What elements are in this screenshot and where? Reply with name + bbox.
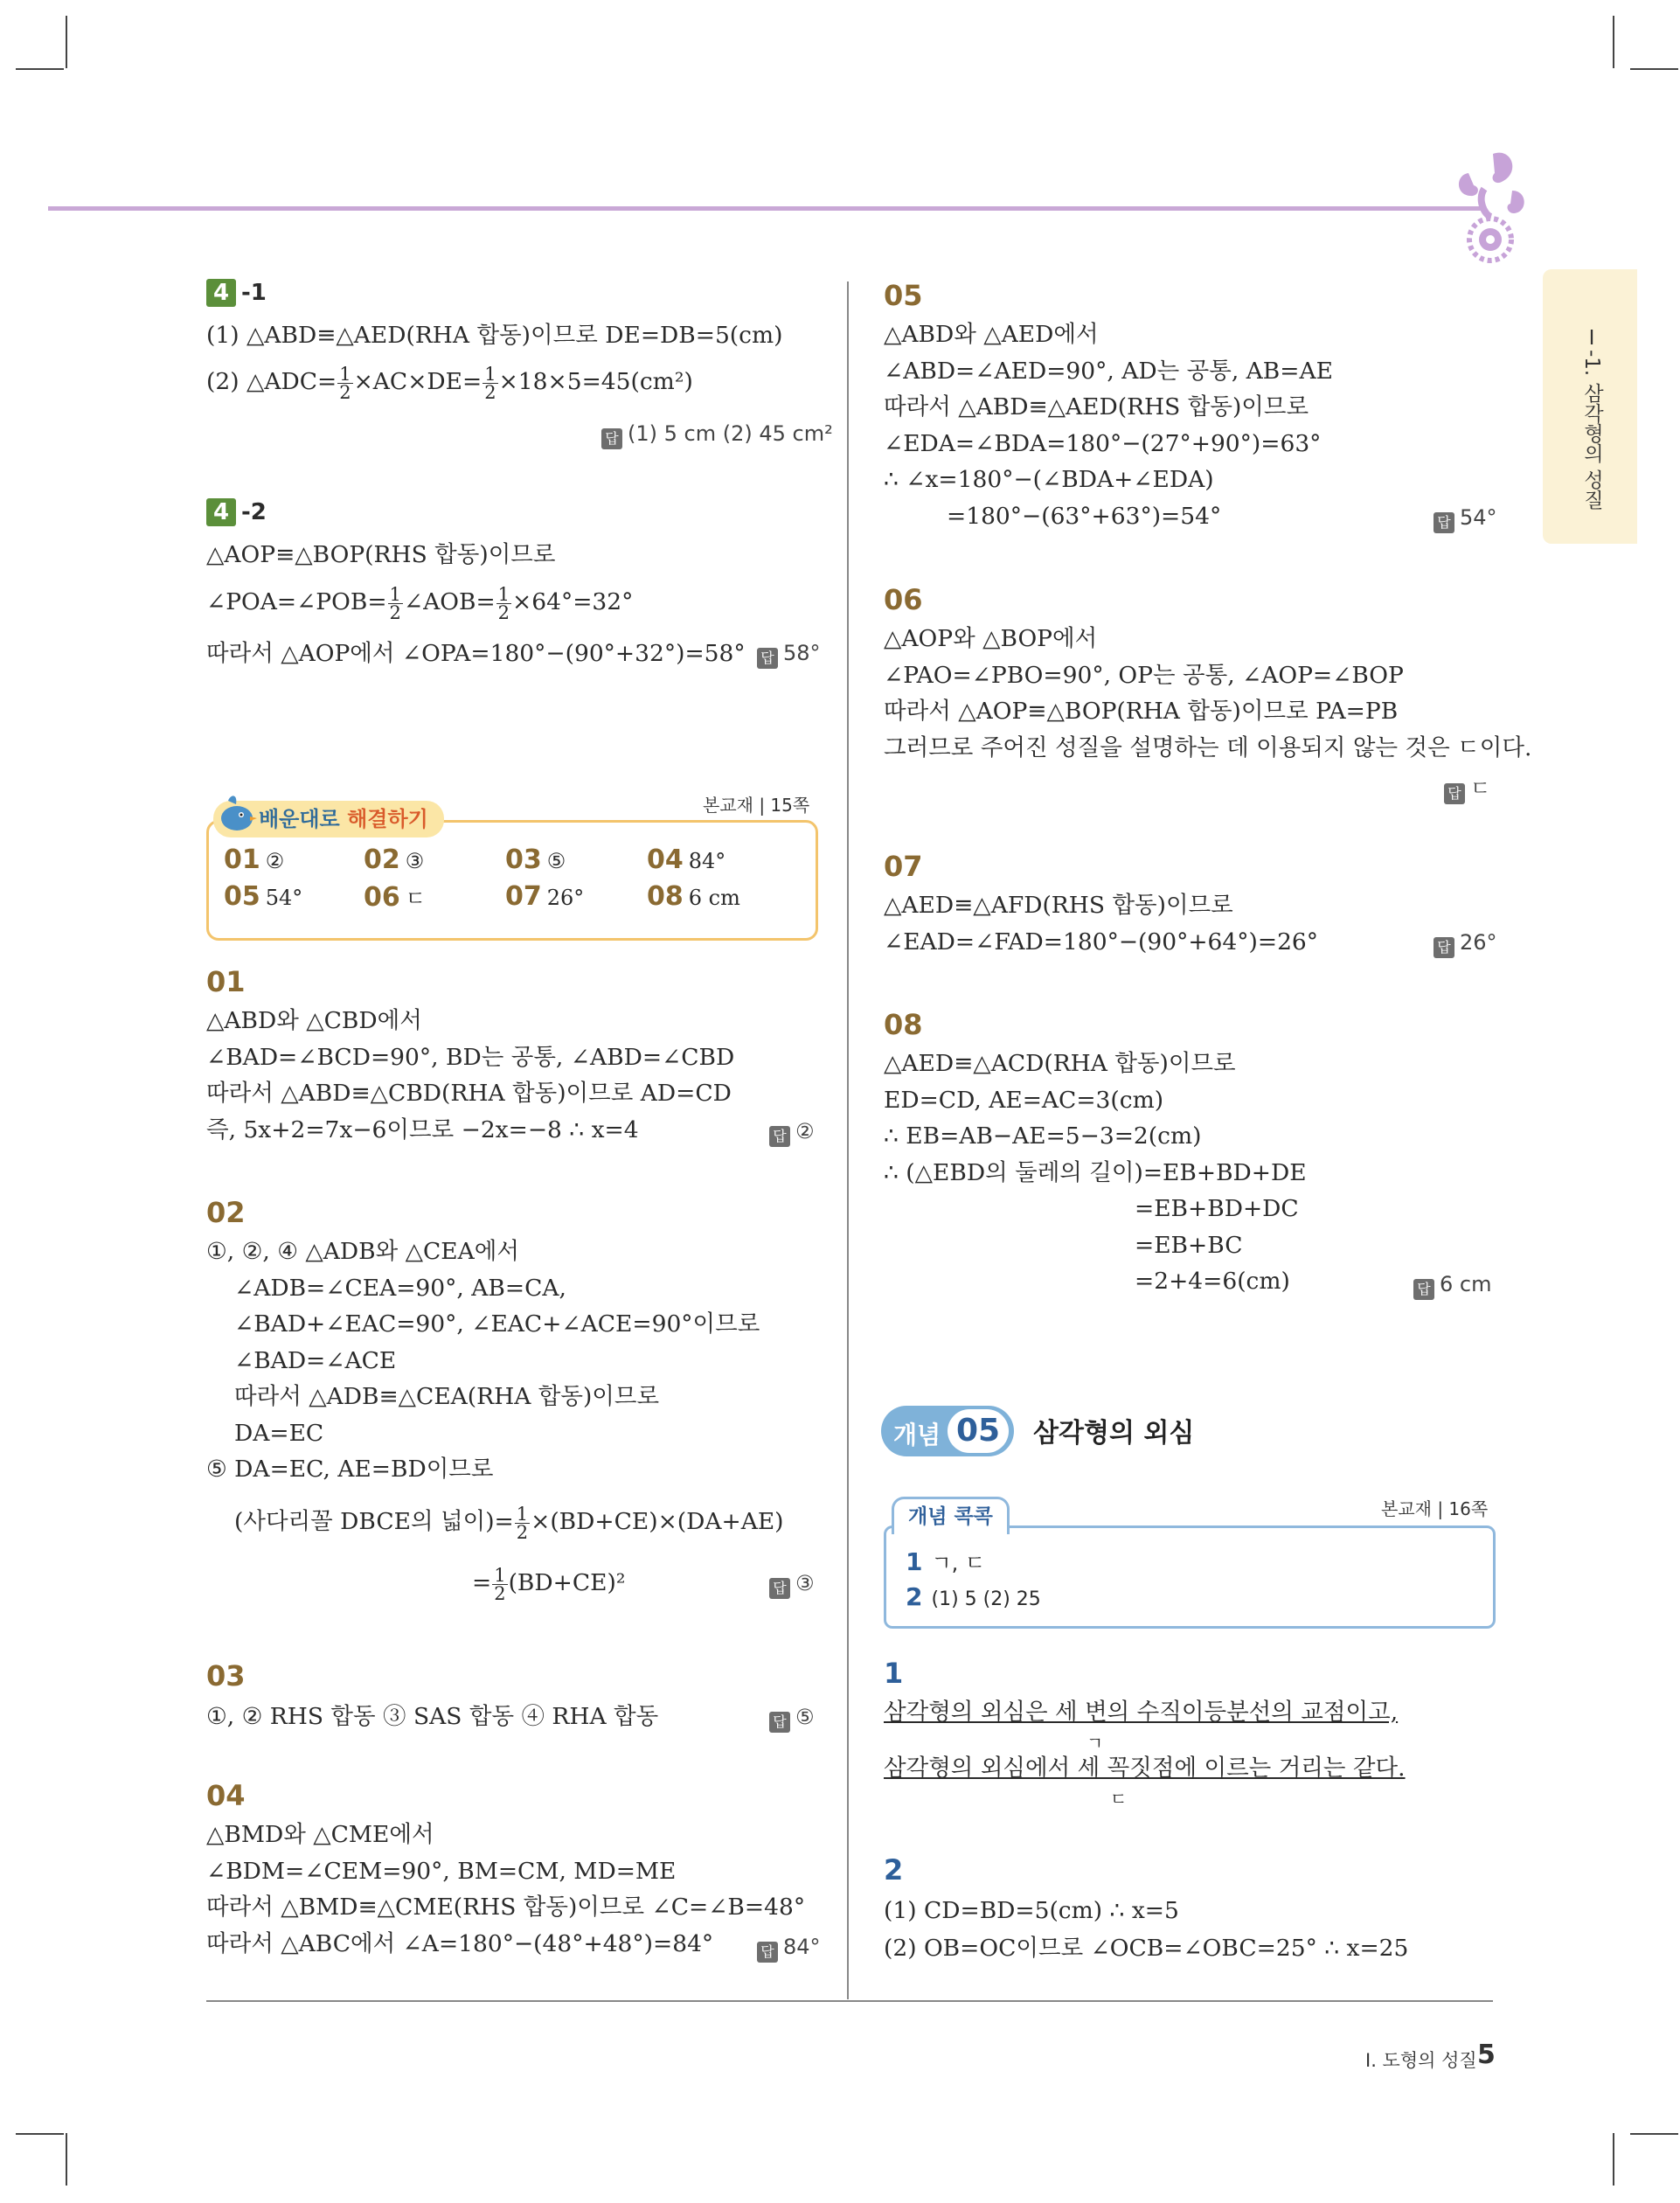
question-number: 02 [206, 1196, 246, 1229]
solution-line: =EB+BC [1135, 1231, 1243, 1259]
crop-mark [66, 16, 67, 68]
answer-01: 답 ② [769, 1119, 815, 1147]
solution-line: 따라서 △ABD≡△AED(RHS 합동)이므로 [884, 393, 1309, 420]
solution-line: △AED≡△ACD(RHA 합동)이므로 [884, 1050, 1236, 1077]
check-box [884, 1525, 1496, 1629]
review-answer-item [224, 881, 302, 912]
underline-mark: ㄷ [1110, 1789, 1128, 1810]
solution-line: ∠ADB=∠CEA=90°, AB=CA, [234, 1274, 566, 1302]
answer-4-2: 답 58° [757, 641, 821, 669]
solution-line: ①, ②, ④ △ADB와 △CEA에서 [206, 1238, 519, 1265]
answer-04: 답 84° [757, 1935, 821, 1963]
check-title: 개념 콕콕 [892, 1497, 1010, 1534]
crop-mark [66, 2133, 67, 2186]
review-answer-item [364, 881, 426, 913]
question-number: 01 [206, 965, 246, 998]
solution-line: △BMD와 △CME에서 [206, 1821, 434, 1848]
crop-mark [1630, 68, 1678, 70]
trapezoid-area-line: (사다리꼴 DBCE의 넓이)= $\frac{1}{2}$ ×(BD+CE)×(DA+AE) [234, 1503, 784, 1543]
chapter-side-tab-label: Ⅰ-1. 삼각형의 성질 [1580, 327, 1603, 510]
solution-line: ∠EDA=∠BDA=180°−(27°+90°)=63° [884, 429, 1322, 457]
review-answer-item [505, 844, 566, 875]
check-ref: 본교재 | 16쪽 [1381, 1498, 1489, 1519]
bottom-rule [206, 2000, 1493, 2002]
review-answer-item [647, 881, 740, 912]
review-answer-value: ㄷ [405, 886, 426, 911]
review-answer-item [224, 844, 284, 875]
question-number: 05 [884, 279, 923, 312]
review-ref: 본교재 | 15쪽 [703, 795, 810, 816]
solution-line: ∠BAD=∠ACE [234, 1346, 397, 1374]
header-rule [48, 206, 1482, 211]
page-number: 5 [1477, 2040, 1496, 2070]
solution-line: △ABD와 △AED에서 [884, 321, 1099, 348]
solution-line: ⑤ DA=EC, AE=BD이므로 [206, 1456, 494, 1483]
bird-icon [215, 792, 259, 836]
solution-line: DA=EC [234, 1419, 324, 1447]
answer-07: 답 26° [1434, 930, 1497, 958]
crop-mark [16, 68, 64, 70]
solution-line: ∴ EB=AB−AE=5−3=2(cm) [884, 1122, 1202, 1150]
solution-line: ∠PAO=∠PBO=90°, OP는 공통, ∠AOP=∠BOP [884, 661, 1404, 689]
review-answer-value: 26° [546, 886, 585, 910]
solution-line: △AOP와 △BOP에서 [884, 625, 1098, 652]
solution-line: ∠ABD=∠AED=90°, AD는 공통, AB=AE [884, 357, 1333, 385]
review-answer-number: 01 [224, 844, 260, 875]
solution-line: ①, ② RHS 합동 ③ SAS 합동 ④ RHA 합동 [206, 1703, 659, 1730]
concept-badge: 개념 05 [881, 1406, 1014, 1456]
solution-line: 따라서 △BMD≡△CME(RHS 합동)이므로 ∠C=∠B=48° [206, 1894, 806, 1921]
solution-line: ∠EAD=∠FAD=180°−(90°+64°)=26° [884, 928, 1319, 956]
review-answer-item [647, 844, 725, 875]
question-number: 03 [206, 1659, 246, 1692]
review-answer-number: 08 [647, 881, 684, 912]
review-answer-value: ② [265, 849, 285, 873]
review-answer-number: 02 [364, 844, 400, 875]
review-answer-item [505, 881, 584, 912]
solution-line: 따라서 △ABD≡△CBD(RHA 합동)이므로 AD=CD [206, 1080, 732, 1107]
chapter-side-tab[interactable] [1543, 269, 1637, 544]
solution-line: ∠BAD=∠BCD=90°, BD는 공통, ∠ABD=∠CBD [206, 1043, 735, 1071]
solution-line: 따라서 △ADB≡△CEA(RHA 합동)이므로 [234, 1383, 660, 1410]
crop-mark [1613, 2133, 1614, 2186]
check-answer-2: 2 (1) 5 (2) 25 [906, 1582, 1041, 1611]
solution-line: △AED≡△AFD(RHS 합동)이므로 [884, 892, 1233, 919]
trapezoid-area-line-2: = $\frac{1}{2}$ (BD+CE)² [472, 1564, 626, 1604]
solution-line-underlined: 삼각형의 외심은 세 변의 수직이등분선의 교점이고, [884, 1699, 1399, 1726]
concept-title: 삼각형의 외심 [1033, 1418, 1195, 1449]
problem-tag-4-1: 4 -1 [206, 279, 267, 307]
review-box [206, 820, 818, 941]
solution-line: ∠BAD+∠EAC=90°, ∠EAC+∠ACE=90°이므로 [234, 1310, 760, 1338]
review-answer-value: 6 cm [688, 886, 740, 910]
review-title: 배운대로 해결하기 [213, 801, 444, 837]
solution-line: ∴ (△EBD의 둘레의 길이)=EB+BD+DE [884, 1158, 1307, 1186]
solution-line: =2+4=6(cm) [1135, 1268, 1290, 1295]
review-answer-number: 04 [647, 844, 684, 875]
review-answer-number: 03 [505, 844, 542, 875]
solution-line: ∠BDM=∠CEM=90°, BM=CM, MD=ME [206, 1857, 677, 1885]
solution-line: ED=CD, AE=AC=3(cm) [884, 1086, 1164, 1114]
flower-ornament-icon [1451, 147, 1530, 265]
review-answer-value: ③ [405, 849, 425, 873]
review-answer-value: 54° [265, 886, 303, 910]
solution-line-fraction: (2) △ADC= $\frac{1}{2}$ ×AC×DE= $\frac{1}{2}$ ×18×5=45(cm²) [206, 363, 693, 403]
question-number: 04 [206, 1779, 246, 1812]
review-answer-number: 05 [224, 881, 260, 912]
answer-02: 답 ③ [769, 1571, 815, 1599]
answer-4-1: 답 (1) 5 cm (2) 45 cm² [601, 421, 833, 449]
review-answer-value: ⑤ [546, 849, 566, 873]
solution-line: 따라서 △ABC에서 ∠A=180°−(48°+48°)=84° [206, 1929, 714, 1957]
question-number: 06 [884, 583, 923, 616]
review-answer-number: 06 [364, 882, 400, 913]
crop-mark [1613, 16, 1614, 68]
footer-chapter-label: Ⅰ. 도형의 성질 [1365, 2050, 1477, 2071]
solution-line: (1) CD=BD=5(cm) ∴ x=5 [884, 1897, 1179, 1924]
solution-line: (1) △ABD≡△AED(RHA 합동)이므로 DE=DB=5(cm) [206, 322, 783, 349]
solution-line-underlined: 삼각형의 외심에서 세 꼭짓점에 이르는 거리는 같다. [884, 1755, 1406, 1782]
solution-line: △ABD와 △CBD에서 [206, 1007, 422, 1034]
question-number: 07 [884, 850, 923, 883]
crop-mark [1630, 2133, 1678, 2135]
solution-line-fraction: ∠POA=∠POB= $\frac{1}{2}$ ∠AOB= $\frac{1}{2}$ ×64°=32° [206, 583, 634, 623]
underline-mark: ㄱ [1086, 1733, 1104, 1754]
answer-06: 답 ㄷ [1444, 771, 1490, 804]
solution-line: =180°−(63°+63°)=54° [947, 502, 1222, 530]
solution-line: △AOP≡△BOP(RHS 합동)이므로 [206, 541, 556, 568]
check-answer-1: 1 ㄱ, ㄷ [906, 1547, 986, 1576]
review-answer-item [364, 844, 424, 875]
question-number: 08 [884, 1008, 923, 1041]
problem-tag-4-2: 4 -2 [206, 498, 267, 526]
solution-line: 따라서 △AOP≡△BOP(RHA 합동)이므로 PA=PB [884, 698, 1399, 725]
solution-line: 즉, 5x+2=7x−6이므로 −2x=−8 ∴ x=4 [206, 1115, 639, 1143]
question-number: 1 [884, 1657, 904, 1690]
crop-mark [16, 2133, 64, 2135]
solution-line: =EB+BD+DC [1135, 1195, 1299, 1222]
solution-line: ∴ ∠x=180°−(∠BDA+∠EDA) [884, 466, 1214, 493]
solution-line: 따라서 △AOP에서 ∠OPA=180°−(90°+32°)=58° [206, 640, 746, 667]
column-divider [847, 281, 849, 1999]
answer-05: 답 54° [1434, 505, 1497, 533]
question-number: 2 [884, 1853, 904, 1887]
review-answer-number: 07 [505, 881, 542, 912]
solution-line: (2) OB=OC이므로 ∠OCB=∠OBC=25° ∴ x=25 [884, 1935, 1409, 1962]
answer-08: 답 6 cm [1413, 1272, 1491, 1300]
review-answer-value: 84° [688, 849, 726, 873]
solution-line: 그러므로 주어진 성질을 설명하는 데 이용되지 않는 것은 ㄷ이다. [884, 733, 1532, 761]
answer-03: 답 ⑤ [769, 1705, 815, 1733]
